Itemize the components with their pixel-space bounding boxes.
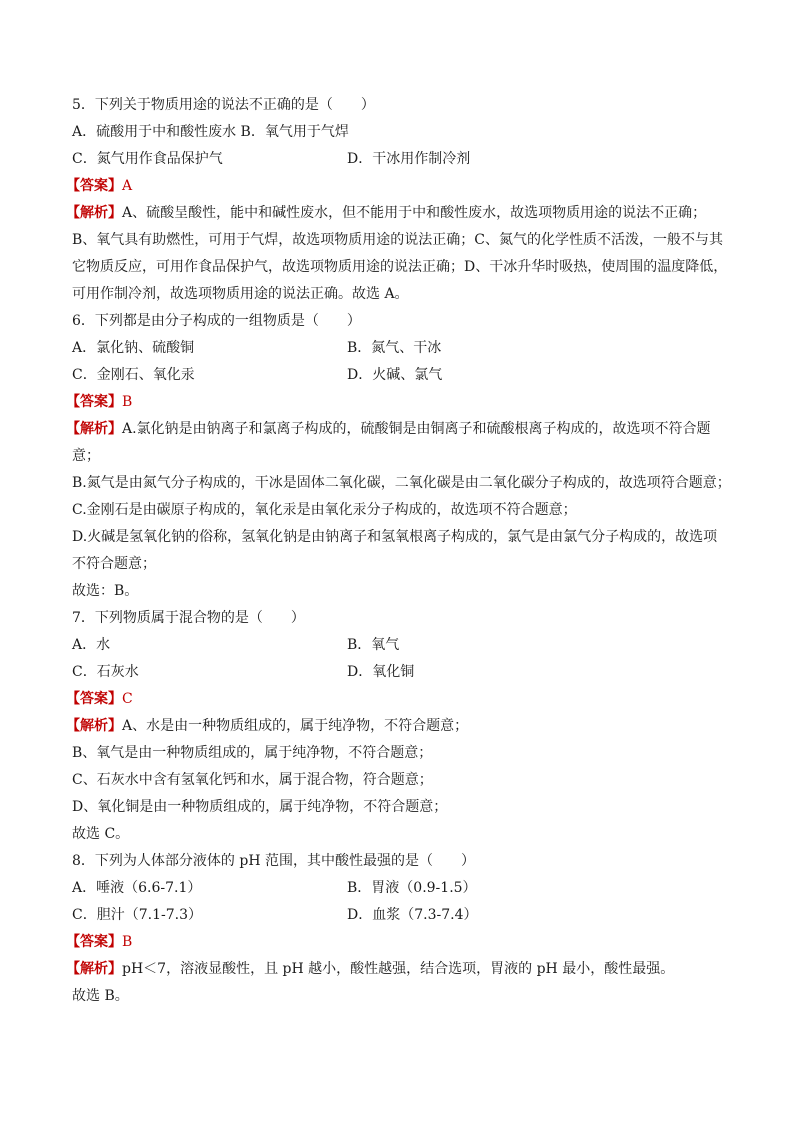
answer-value: C (122, 691, 133, 707)
options-row (72, 119, 732, 146)
options-row (72, 335, 732, 362)
answer-label: 【答案】 (66, 178, 122, 194)
analysis-line (66, 200, 732, 227)
option-b: B．氧气 (347, 637, 400, 653)
analysis-text: B、氧气具有助燃性，可用于气焊，故选项物质用途的说法正确；C、氮气的化学性质不活泼，一般不与其 (72, 232, 723, 248)
option-c: C．氮气用作食品保护气 (72, 151, 223, 167)
analysis-text: C、石灰水中含有氢氧化钙和水，属于混合物，符合题意； (72, 772, 433, 788)
option-b: B．胃液（0.9-1.5） (347, 880, 477, 896)
analysis-text: B.氮气是由氮气分子构成的，干冰是固体二氧化碳，二氧化碳是由二氧化碳分子构成的，故选项符合题意； (72, 475, 731, 491)
answer-value: B (122, 394, 133, 410)
option-c: C．胆汁（7.1-7.3） (72, 907, 202, 923)
answer-line (66, 173, 732, 200)
answer-label: 【答案】 (66, 934, 122, 950)
options-row (72, 875, 732, 902)
answer-line (66, 929, 732, 956)
analysis-label: 【解析】 (66, 961, 122, 977)
analysis-line (66, 416, 732, 443)
option-d: D．火碱、氯气 (347, 367, 443, 383)
answer-line (66, 389, 732, 416)
analysis-text: A.氯化钠是由钠离子和氯离子构成的，硫酸铜是由铜离子和硫酸根离子构成的，故选项不符合题 (122, 421, 711, 437)
option-a: A．水 (72, 637, 111, 653)
question-stem: 8．下列为人体部分液体的 pH 范围，其中酸性最强的是（ ） (72, 853, 475, 869)
analysis-text: 故选 C。 (72, 826, 130, 842)
answer-value: B (122, 934, 133, 950)
analysis-text: 故选 B。 (72, 988, 129, 1004)
analysis-text: A、水是由一种物质组成的，属于纯净物，不符合题意； (122, 718, 469, 734)
question-7 (66, 605, 732, 848)
analysis-line (66, 713, 732, 740)
analysis-text: 不符合题意； (72, 556, 156, 572)
answer-label: 【答案】 (66, 691, 122, 707)
question-5 (66, 92, 732, 308)
question-stem: 5．下列关于物质用途的说法不正确的是（ ） (72, 97, 375, 113)
options-row (72, 362, 732, 389)
analysis-text: 意； (72, 448, 100, 464)
option-a-b: A．硫酸用于中和酸性废水 B．氧气用于气焊 (72, 124, 349, 140)
analysis-text: D.火碱是氢氧化钠的俗称，氢氧化钠是由钠离子和氢氧根离子构成的，氯气是由氯气分子构成的，故选项 (72, 529, 718, 545)
option-c: C．金刚石、氧化汞 (72, 367, 195, 383)
answer-line (66, 686, 732, 713)
analysis-label: 【解析】 (66, 718, 122, 734)
document-page (66, 92, 732, 1010)
analysis-text: 它物质反应，可用作食品保护气，故选项物质用途的说法正确；D、干冰升华时吸热，使周围的温度降低， (72, 259, 728, 275)
question-6 (66, 308, 732, 605)
options-row (72, 659, 732, 686)
option-d: D．干冰用作制冷剂 (347, 151, 471, 167)
question-stem: 7．下列物质属于混合物的是（ ） (72, 610, 305, 626)
analysis-text: D、氧化铜是由一种物质组成的，属于纯净物，不符合题意； (72, 799, 448, 815)
answer-label: 【答案】 (66, 394, 122, 410)
option-d: D．血浆（7.3-7.4） (347, 907, 478, 923)
answer-value: A (122, 178, 133, 194)
analysis-text: C.金刚石是由碳原子构成的，氧化汞是由氧化汞分子构成的，故选项不符合题意； (72, 502, 577, 518)
analysis-label: 【解析】 (66, 421, 122, 437)
analysis-line (66, 956, 732, 983)
options-row (72, 146, 732, 173)
question-stem: 6．下列都是由分子构成的一组物质是（ ） (72, 313, 361, 329)
option-d: D．氧化铜 (347, 664, 415, 680)
option-c: C．石灰水 (72, 664, 139, 680)
option-a: A．氯化钠、硫酸铜 (72, 340, 195, 356)
analysis-text: 可用作制冷剂，故选项物质用途的说法正确。故选 A。 (72, 286, 409, 302)
analysis-text: 故选：B。 (72, 583, 139, 599)
question-8 (66, 848, 732, 1010)
options-row (72, 902, 732, 929)
analysis-text: pH＜7，溶液显酸性，且 pH 越小，酸性越强，结合选项，胃液的 pH 最小，酸性最强。 (122, 961, 675, 977)
analysis-text: B、氧气是由一种物质组成的，属于纯净物，不符合题意； (72, 745, 433, 761)
option-b: B．氮气、干冰 (347, 340, 442, 356)
analysis-text: A、硫酸呈酸性，能中和碱性废水，但不能用于中和酸性废水，故选项物质用途的说法不正确； (122, 205, 707, 221)
options-row (72, 632, 732, 659)
option-a: A．唾液（6.6-7.1） (72, 880, 202, 896)
analysis-label: 【解析】 (66, 205, 122, 221)
